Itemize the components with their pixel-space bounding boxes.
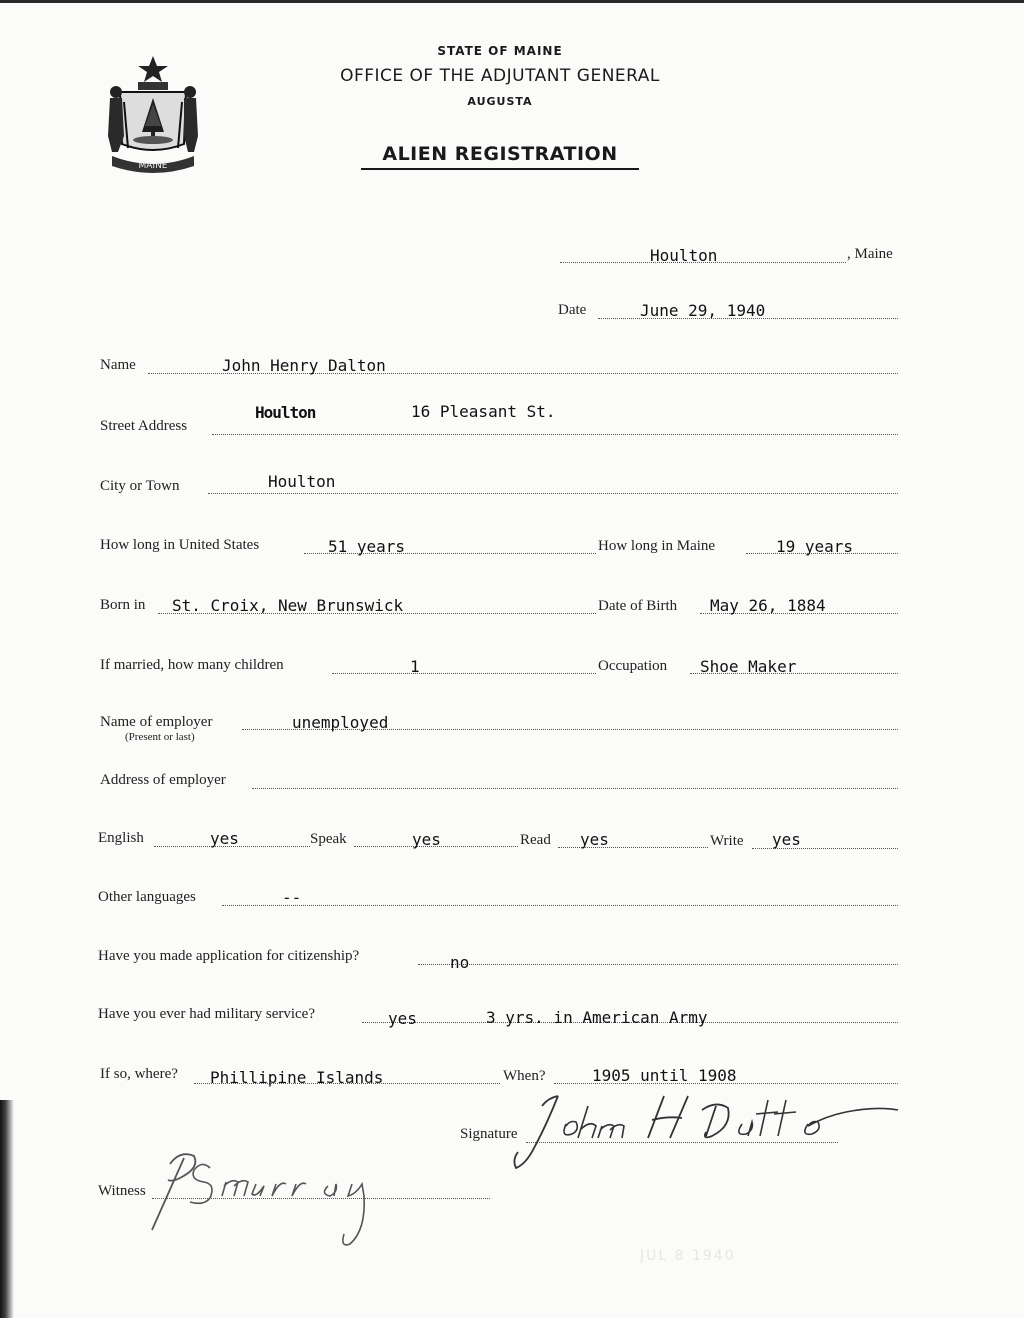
name-value: John Henry Dalton xyxy=(222,356,386,375)
signature-handwriting xyxy=(506,1086,906,1176)
born-value: St. Croix, New Brunswick xyxy=(172,596,404,615)
write-value: yes xyxy=(772,830,801,849)
location-town-value: Houlton xyxy=(650,246,718,265)
where-value: Phillipine Islands xyxy=(210,1068,384,1087)
occupation-value: Shoe Maker xyxy=(700,657,797,676)
citizenship-label: Have you made application for citizenship? xyxy=(98,948,360,964)
maine-time-value: 19 years xyxy=(776,537,854,556)
employer-sublabel: (Present or last) xyxy=(125,731,195,743)
name-label: Name xyxy=(100,357,136,373)
speak-label: Speak xyxy=(310,831,347,847)
other-languages-label: Other languages xyxy=(98,889,196,905)
maine-time-label: How long in Maine xyxy=(598,538,716,554)
where-label: If so, where? xyxy=(100,1066,178,1082)
born-label: Born in xyxy=(100,597,146,613)
when-label: When? xyxy=(503,1068,546,1084)
form-title: ALIEN REGISTRATION xyxy=(361,143,639,170)
scan-edge-top xyxy=(0,0,1024,3)
occupation-label: Occupation xyxy=(598,658,668,674)
employer-value: unemployed xyxy=(292,713,389,732)
received-stamp: JUL 8 1940 xyxy=(640,1248,736,1264)
read-label: Read xyxy=(520,832,551,848)
when-value: 1905 until 1908 xyxy=(592,1066,737,1085)
us-time-label: How long in United States xyxy=(100,537,260,553)
children-label: If married, how many children xyxy=(100,657,284,673)
us-time-value: 51 years xyxy=(328,537,406,556)
city-line xyxy=(208,493,898,494)
scan-edge-left xyxy=(0,1100,14,1318)
english-label: English xyxy=(98,830,144,846)
children-line xyxy=(332,673,596,674)
street-label: Street Address xyxy=(100,418,188,434)
city-value: Houlton xyxy=(268,472,336,491)
english-value: yes xyxy=(210,829,239,848)
military-detail-value: 3 yrs. in American Army xyxy=(486,1008,708,1027)
employer-address-line xyxy=(252,788,898,789)
military-label: Have you ever had military service? xyxy=(98,1006,315,1022)
witness-handwriting xyxy=(130,1140,400,1250)
street-struck-value: Houlton xyxy=(255,403,316,422)
seal-banner-text: MAINE xyxy=(138,161,168,171)
employer-address-label: Address of employer xyxy=(100,772,226,788)
date-value: June 29, 1940 xyxy=(640,301,766,320)
dob-value: May 26, 1884 xyxy=(710,596,826,615)
maine-seal-emblem xyxy=(98,52,208,178)
location-state-label: , Maine xyxy=(847,246,893,262)
other-languages-value: -- xyxy=(282,888,302,907)
write-label: Write xyxy=(710,833,744,849)
street-line xyxy=(212,434,898,435)
witness-label: Witness xyxy=(98,1183,146,1199)
header-state: STATE OF MAINE xyxy=(437,44,563,58)
citizenship-value: no xyxy=(450,953,470,972)
witness-text: P. Murray xyxy=(130,1140,135,1141)
other-languages-line xyxy=(222,905,898,906)
header-office: OFFICE OF THE ADJUTANT GENERAL xyxy=(340,66,660,86)
employer-label: Name of employer xyxy=(100,714,213,730)
header-city: AUGUSTA xyxy=(467,95,533,108)
signature-label: Signature xyxy=(460,1126,518,1142)
street-value: 16 Pleasant St. xyxy=(411,402,556,421)
children-value: 1 xyxy=(410,657,420,676)
city-label: City or Town xyxy=(100,478,180,494)
read-value: yes xyxy=(580,830,609,849)
date-label: Date xyxy=(558,302,587,318)
signature-text: John H. Dalton xyxy=(506,1086,514,1087)
citizenship-line xyxy=(418,964,898,965)
dob-label: Date of Birth xyxy=(598,598,678,614)
military-value: yes xyxy=(388,1009,417,1028)
speak-value: yes xyxy=(412,830,441,849)
